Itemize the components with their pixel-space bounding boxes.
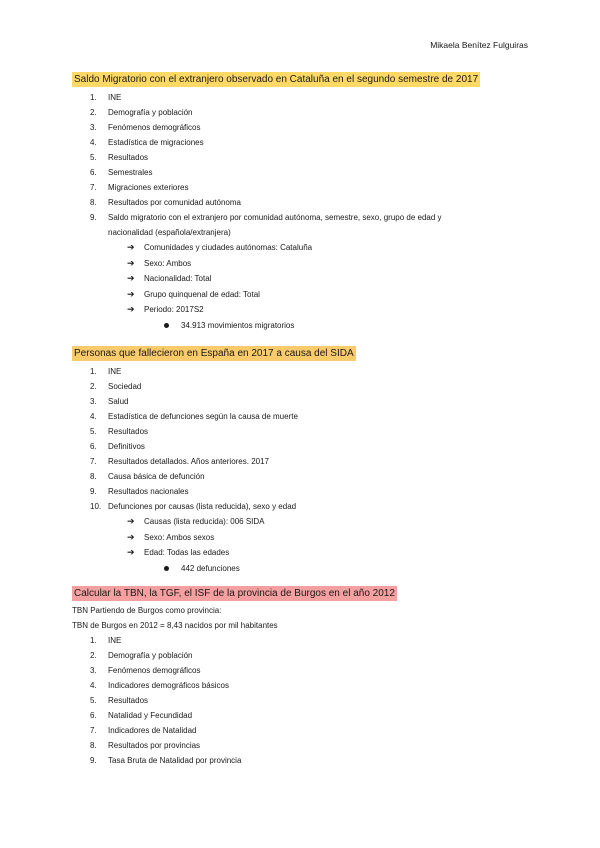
filter-text: Sexo: Ambos sexos	[144, 532, 215, 542]
list-item	[72, 165, 532, 180]
section-burgos-birthrate	[72, 586, 532, 768]
list-item	[72, 753, 532, 768]
result-text: 442 defunciones	[181, 563, 240, 573]
step-number: 4.	[90, 412, 97, 421]
step-number: 5.	[90, 153, 97, 162]
step-text: Indicadores demográficos básicos	[108, 681, 229, 690]
list-item	[72, 439, 532, 454]
list-item	[72, 633, 532, 648]
step-number: 1.	[90, 93, 97, 102]
step-number: 3.	[90, 123, 97, 132]
list-item	[72, 150, 532, 165]
step-text: Resultados	[108, 427, 149, 436]
step-text: Resultados detallados. Años anteriores. 2017	[108, 457, 269, 466]
step-number: 4.	[90, 138, 97, 147]
list-item	[72, 484, 532, 499]
filter-item	[127, 256, 532, 272]
arrow-right-icon: ➔	[127, 547, 135, 557]
step-number: 2.	[90, 108, 97, 117]
step-text: Fenómenos demográficos	[108, 666, 201, 675]
filter-list	[72, 514, 532, 561]
step-text: Resultados nacionales	[108, 487, 189, 496]
arrow-right-icon: ➔	[127, 257, 135, 268]
section-aids-deaths	[72, 346, 532, 576]
list-item	[72, 499, 532, 514]
step-text: Fenómenos demográficos	[108, 123, 201, 132]
step-text: Causa básica de defunción	[108, 472, 205, 481]
result-item	[164, 318, 532, 333]
step-number: 6.	[90, 168, 97, 177]
step-number: 6.	[90, 442, 97, 451]
step-number: 7.	[90, 457, 97, 466]
step-text: Resultados por comunidad autónoma	[108, 198, 241, 207]
section-heading: Saldo Migratorio con el extranjero observado en Cataluña en el segundo semestre de 2017	[74, 74, 479, 85]
step-text: Semestrales	[108, 168, 153, 177]
steps-list	[72, 364, 532, 514]
list-item	[72, 90, 532, 105]
step-text: Natalidad y Fecundidad	[108, 711, 193, 720]
step-number: 1.	[90, 636, 97, 645]
list-item	[72, 409, 532, 424]
filter-item	[127, 530, 532, 546]
step-text: Sociedad	[108, 382, 142, 391]
step-text: INE	[108, 367, 122, 376]
list-item	[72, 663, 532, 678]
step-number: 2.	[90, 651, 97, 660]
section-migration	[72, 72, 532, 333]
note-line: TBN de Burgos en 2012 = 8,43 nacidos por mil habitantes	[72, 621, 278, 630]
list-item	[72, 195, 532, 210]
step-text: Definitivos	[108, 442, 145, 451]
step-text: Resultados	[108, 153, 149, 162]
step-number: 7.	[90, 183, 97, 192]
arrow-right-icon: ➔	[127, 516, 135, 526]
list-item	[72, 723, 532, 738]
list-item	[72, 708, 532, 723]
section-heading: Personas que fallecieron en España en 2017 a causa del SIDA	[74, 348, 354, 359]
filter-text: Edad: Todas las edades	[144, 548, 230, 557]
step-text: Tasa Bruta de Natalidad por provincia	[108, 756, 242, 765]
list-item	[72, 678, 532, 693]
result-text: 34.913 movimientos migratorios	[181, 320, 295, 330]
step-number: 5.	[90, 696, 97, 705]
step-text: Estadística de migraciones	[108, 138, 204, 147]
steps-list	[72, 633, 532, 768]
list-item	[72, 379, 532, 394]
filter-text: Sexo: Ambos	[144, 258, 192, 268]
list-item	[72, 120, 532, 135]
step-number: 2.	[90, 382, 97, 391]
section-heading: Calcular la TBN, la TGF, el ISF de la provincia de Burgos en el año 2012	[74, 588, 395, 599]
filter-text: Comunidades y ciudades autónomas: Cataluña	[144, 243, 313, 252]
step-number: 9.	[90, 487, 97, 496]
filter-item	[127, 545, 532, 561]
steps-list	[72, 90, 532, 240]
list-item	[72, 693, 532, 708]
bullet-icon	[164, 566, 169, 571]
list-item	[72, 648, 532, 663]
step-text: Resultados por provincias	[108, 741, 201, 750]
step-number: 9.	[90, 213, 97, 222]
filter-item	[127, 514, 532, 530]
step-text: Resultados	[108, 696, 149, 705]
filter-item	[127, 287, 532, 303]
step-number: 9.	[90, 756, 97, 765]
list-item	[72, 738, 532, 753]
filter-list	[72, 240, 532, 318]
step-number: 6.	[90, 711, 97, 720]
filter-text: Grupo quinquenal de edad: Total	[144, 289, 260, 299]
filter-text: Periodo: 2017S2	[144, 305, 204, 314]
arrow-right-icon: ➔	[127, 531, 135, 542]
list-item	[72, 105, 532, 120]
arrow-right-icon: ➔	[127, 273, 135, 283]
filter-item	[127, 302, 532, 318]
step-number: 1.	[90, 367, 97, 376]
list-item	[72, 210, 532, 240]
list-item	[72, 364, 532, 379]
step-text: Saldo migratorio con el extranjero por comunidad autónoma, semestre, sexo, grupo de edad y nacionalidad (española/extranjera)	[108, 213, 442, 237]
list-item	[72, 469, 532, 484]
step-text: Demografía y población	[108, 108, 193, 117]
step-number: 5.	[90, 427, 97, 436]
arrow-right-icon: ➔	[127, 242, 135, 252]
list-item	[72, 180, 532, 195]
step-number: 8.	[90, 741, 97, 750]
list-item	[72, 454, 532, 469]
result-list	[72, 561, 532, 576]
step-text: Estadística de defunciones según la causa de muerte	[108, 412, 298, 421]
step-number: 7.	[90, 726, 97, 735]
step-number: 4.	[90, 681, 97, 690]
filter-item	[127, 271, 532, 287]
bullet-icon	[164, 323, 169, 328]
arrow-right-icon: ➔	[127, 288, 135, 299]
step-number: 8.	[90, 198, 97, 207]
filter-text: Nacionalidad: Total	[144, 274, 212, 283]
author-name: Mikaela Benítez Fulguiras	[430, 40, 528, 50]
filter-item	[127, 240, 532, 256]
step-text: INE	[108, 636, 122, 645]
step-text: INE	[108, 93, 122, 102]
arrow-right-icon: ➔	[127, 304, 135, 314]
step-text: Salud	[108, 397, 129, 406]
step-text: Migraciones exteriores	[108, 183, 189, 192]
step-number: 8.	[90, 472, 97, 481]
list-item	[72, 394, 532, 409]
result-list	[72, 318, 532, 333]
step-text: Defunciones por causas (lista reducida), sexo y edad	[108, 502, 297, 511]
step-number: 3.	[90, 397, 97, 406]
filter-text: Causas (lista reducida): 006 SIDA	[144, 517, 265, 526]
result-item	[164, 561, 532, 576]
step-number: 10.	[90, 502, 102, 511]
note-line: TBN Partiendo de Burgos como provincia:	[72, 606, 222, 615]
step-text: Indicadores de Natalidad	[108, 726, 197, 735]
list-item	[72, 135, 532, 150]
list-item	[72, 424, 532, 439]
step-text: Demografía y población	[108, 651, 193, 660]
step-number: 3.	[90, 666, 97, 675]
